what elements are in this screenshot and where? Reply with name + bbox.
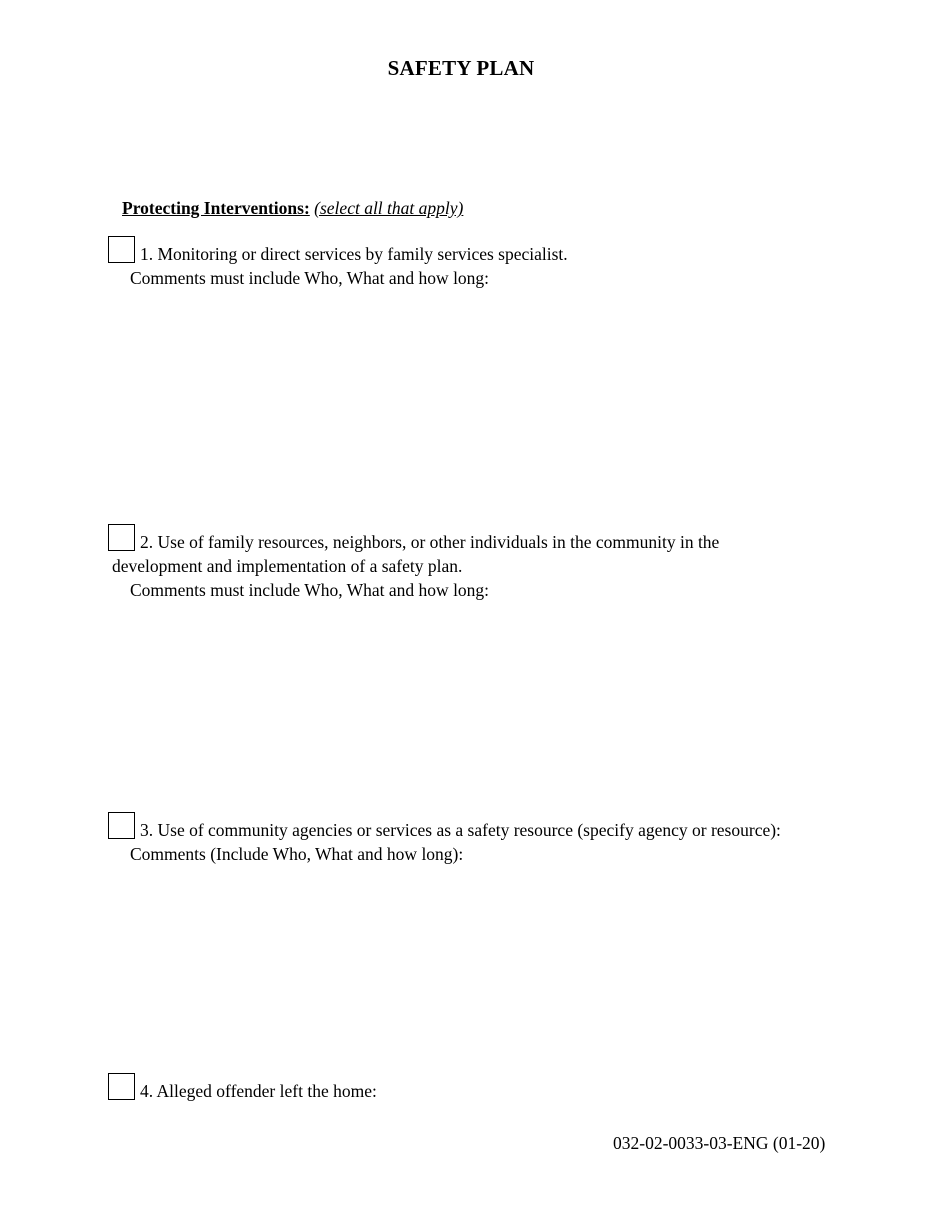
item-1-comment-area[interactable] [130,292,830,512]
item-1-label: 1. Monitoring or direct services by family services specialist. [140,244,568,264]
item-2-comment-prompt: Comments must include Who, What and how long: [130,580,490,600]
form-number: 032-02-0033-03-ENG (01-20) [613,1133,826,1153]
item-2-label-continued: development and implementation of a safety plan. [112,556,463,576]
item-2-checkbox[interactable] [108,524,135,551]
section-heading-label: Protecting Interventions: [122,198,310,218]
section-heading [122,198,463,219]
item-3-label: 3. Use of community agencies or services as a safety resource (specify agency or resource): [140,820,781,840]
item-3-comment-prompt: Comments (Include Who, What and how long): [130,844,464,864]
item-4-label: 4. Alleged offender left the home: [140,1081,377,1101]
item-3-comment-area[interactable] [130,868,830,1063]
item-2-comment-area[interactable] [130,604,830,799]
page-title: SAFETY PLAN [387,56,535,80]
section-instruction: (select all that apply) [314,198,464,218]
item-1-checkbox[interactable] [108,236,135,263]
item-4-checkbox[interactable] [108,1073,135,1100]
item-3-checkbox[interactable] [108,812,135,839]
item-1-comment-prompt: Comments must include Who, What and how long: [130,268,490,288]
item-2-label: 2. Use of family resources, neighbors, or other individuals in the community in the [140,532,720,552]
